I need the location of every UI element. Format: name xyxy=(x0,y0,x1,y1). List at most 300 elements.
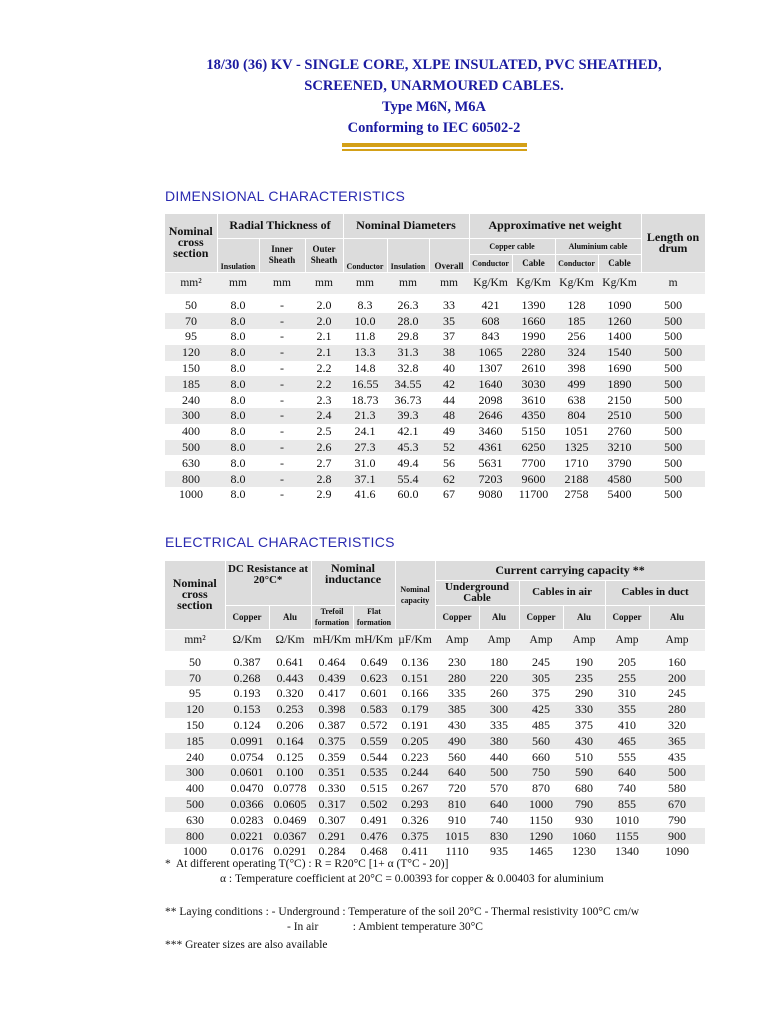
table-cell: 0.244 xyxy=(395,765,435,781)
table-cell: 1660 xyxy=(512,313,555,329)
table-cell: 0.284 xyxy=(311,844,353,860)
table-cell: 40 xyxy=(429,361,469,377)
title-line-2: SCREENED, UNARMOURED CABLES. xyxy=(304,78,564,94)
table-cell: 935 xyxy=(479,844,519,860)
table-cell: 41.6 xyxy=(343,487,387,503)
table-cell: 398 xyxy=(555,361,598,377)
table-cell: 1390 xyxy=(512,296,555,314)
table-cell: 0.464 xyxy=(311,653,353,671)
unit-cell: mm xyxy=(343,272,387,296)
table-cell: 0.351 xyxy=(311,765,353,781)
table-cell: 560 xyxy=(435,749,479,765)
table-cell: 1690 xyxy=(598,361,641,377)
table-cell: 330 xyxy=(563,702,605,718)
table-cell: 1090 xyxy=(649,844,705,860)
table-cell: 0.0366 xyxy=(225,797,269,813)
table-cell: 256 xyxy=(555,329,598,345)
table-cell: 590 xyxy=(563,765,605,781)
unit-cell: mm xyxy=(217,272,259,296)
footnote-temperature-formula: * At different operating T(°C) : R = R20°C [1+ α (T°C - 20)] xyxy=(165,858,449,870)
dimensional-table xyxy=(165,214,706,503)
table-cell: 500 xyxy=(641,345,705,361)
table-cell: 38 xyxy=(429,345,469,361)
table-cell: 9080 xyxy=(469,487,512,503)
table-cell: 18.73 xyxy=(343,392,387,408)
table-cell: 120 xyxy=(165,345,217,361)
table-cell: 500 xyxy=(641,440,705,456)
table-cell: 0.223 xyxy=(395,749,435,765)
table-cell: 804 xyxy=(555,408,598,424)
table-cell: 44 xyxy=(429,392,469,408)
table-cell: 1990 xyxy=(512,329,555,345)
table-cell: - xyxy=(259,329,305,345)
table-cell: 0.0470 xyxy=(225,781,269,797)
table-cell: 0.291 xyxy=(311,828,353,844)
table-cell: 8.0 xyxy=(217,313,259,329)
table-cell: 2.2 xyxy=(305,376,343,392)
table-cell: - xyxy=(259,471,305,487)
table-cell: 3610 xyxy=(512,392,555,408)
footnote-greater-sizes: *** Greater sizes are also available xyxy=(165,939,328,951)
table-cell: 380 xyxy=(479,733,519,749)
table-cell: 0.572 xyxy=(353,718,395,734)
table-cell: 0.164 xyxy=(269,733,311,749)
unit-cell: Ω/Km xyxy=(225,629,269,653)
table-cell: 0.468 xyxy=(353,844,395,860)
table-cell: 180 xyxy=(479,653,519,671)
table-cell: 375 xyxy=(519,686,563,702)
table-cell: 0.317 xyxy=(311,797,353,813)
table-row xyxy=(165,345,705,361)
table-cell: 0.330 xyxy=(311,781,353,797)
table-cell: 640 xyxy=(479,797,519,813)
table-cell: 185 xyxy=(555,313,598,329)
table-cell: 485 xyxy=(519,718,563,734)
header-outer-sheath: Outer Sheath xyxy=(305,238,343,272)
table-cell: 3790 xyxy=(598,455,641,471)
table-cell: 3030 xyxy=(512,376,555,392)
table-cell: 0.193 xyxy=(225,686,269,702)
table-cell: 13.3 xyxy=(343,345,387,361)
table-cell: 2.5 xyxy=(305,424,343,440)
unit-cell: m xyxy=(641,272,705,296)
table-cell: 2.2 xyxy=(305,361,343,377)
table-cell: 500 xyxy=(641,487,705,503)
table-cell: 128 xyxy=(555,296,598,314)
table-row xyxy=(165,329,705,345)
footnote-laying-conditions: ** Laying conditions : - Underground : Temperature of the soil 20°C - Thermal resistivity 100°C cm/w xyxy=(165,906,640,918)
unit-cell: mH/Km xyxy=(311,629,353,653)
table-cell: 0.0605 xyxy=(269,797,311,813)
table-cell: 324 xyxy=(555,345,598,361)
header-dc-resistance: DC Resistance at 20°C* xyxy=(225,561,311,605)
table-cell: 31.0 xyxy=(343,455,387,471)
table-row xyxy=(165,702,705,718)
footnotes xyxy=(165,857,639,953)
table-cell: 0.411 xyxy=(395,844,435,860)
table-cell: 500 xyxy=(641,408,705,424)
table-cell: 0.623 xyxy=(353,670,395,686)
table-cell: 240 xyxy=(165,392,217,408)
table-cell: 2510 xyxy=(598,408,641,424)
table-cell: 240 xyxy=(165,749,225,765)
table-cell: 335 xyxy=(435,686,479,702)
unit-cell: mm² xyxy=(165,272,217,296)
table-cell: 0.0991 xyxy=(225,733,269,749)
table-cell: 2.0 xyxy=(305,296,343,314)
table-cell: 638 xyxy=(555,392,598,408)
table-cell: 49 xyxy=(429,424,469,440)
table-cell: 5150 xyxy=(512,424,555,440)
table-cell: 10.0 xyxy=(343,313,387,329)
table-cell: 0.649 xyxy=(353,653,395,671)
table-cell: 9600 xyxy=(512,471,555,487)
table-cell: 3210 xyxy=(598,440,641,456)
table-cell: 205 xyxy=(605,653,649,671)
table-cell: 0.124 xyxy=(225,718,269,734)
table-cell: 0.559 xyxy=(353,733,395,749)
table-cell: 42 xyxy=(429,376,469,392)
table-cell: 1010 xyxy=(605,812,649,828)
table-cell: 640 xyxy=(435,765,479,781)
table-cell: 555 xyxy=(605,749,649,765)
table-cell: 0.125 xyxy=(269,749,311,765)
unit-cell: mm xyxy=(387,272,429,296)
table-row xyxy=(165,455,705,471)
unit-cell: mm² xyxy=(165,629,225,653)
table-cell: 843 xyxy=(469,329,512,345)
header-overall-diameter: Overall xyxy=(429,238,469,272)
table-cell: 37 xyxy=(429,329,469,345)
header-nominal-capacity: Nominal capacity xyxy=(395,561,435,629)
table-cell: 27.3 xyxy=(343,440,387,456)
table-cell: 499 xyxy=(555,376,598,392)
table-cell: 425 xyxy=(519,702,563,718)
table-cell: 8.0 xyxy=(217,408,259,424)
table-cell: 500 xyxy=(641,361,705,377)
table-cell: - xyxy=(259,424,305,440)
unit-cell: Kg/Km xyxy=(555,272,598,296)
table-cell: 3460 xyxy=(469,424,512,440)
table-cell: - xyxy=(259,487,305,503)
header-alu-conductor-weight: Conductor xyxy=(555,254,598,272)
dimensional-table-body xyxy=(165,296,705,503)
table-cell: 510 xyxy=(563,749,605,765)
table-cell: 300 xyxy=(165,408,217,424)
table-cell: 245 xyxy=(519,653,563,671)
table-cell: 185 xyxy=(165,733,225,749)
title-rule-bottom xyxy=(342,149,527,151)
header-air-alu: Alu xyxy=(563,605,605,629)
table-cell: 400 xyxy=(165,781,225,797)
unit-cell: mm xyxy=(259,272,305,296)
table-cell: 500 xyxy=(641,313,705,329)
table-cell: 1051 xyxy=(555,424,598,440)
table-cell: 640 xyxy=(605,765,649,781)
table-cell: 0.0778 xyxy=(269,781,311,797)
table-cell: 8.0 xyxy=(217,471,259,487)
electrical-table-body xyxy=(165,653,705,860)
table-cell: - xyxy=(259,361,305,377)
table-cell: 8.0 xyxy=(217,424,259,440)
table-cell: 36.73 xyxy=(387,392,429,408)
header-inner-sheath: Inner Sheath xyxy=(259,238,305,272)
table-cell: 1540 xyxy=(598,345,641,361)
table-cell: 2.8 xyxy=(305,471,343,487)
electrical-units-row xyxy=(165,629,705,653)
table-cell: 0.491 xyxy=(353,812,395,828)
table-cell: 1465 xyxy=(519,844,563,860)
header-flat-formation: Flat formation xyxy=(353,605,395,629)
table-cell: 1090 xyxy=(598,296,641,314)
table-row xyxy=(165,765,705,781)
table-cell: 0.320 xyxy=(269,686,311,702)
table-cell: 500 xyxy=(165,797,225,813)
table-cell: 8.0 xyxy=(217,392,259,408)
table-row xyxy=(165,718,705,734)
table-cell: 11700 xyxy=(512,487,555,503)
unit-cell: Amp xyxy=(519,629,563,653)
table-cell: 800 xyxy=(165,471,217,487)
header-nominal-cross-section: Nominal cross section xyxy=(165,561,225,629)
table-cell: 740 xyxy=(605,781,649,797)
table-cell: 2.9 xyxy=(305,487,343,503)
table-cell: 70 xyxy=(165,670,225,686)
table-cell: 2.1 xyxy=(305,345,343,361)
header-aluminium-cable: Aluminium cable xyxy=(555,238,641,254)
table-cell: 0.544 xyxy=(353,749,395,765)
header-conductor-diameter: Conductor xyxy=(343,238,387,272)
table-cell: 1710 xyxy=(555,455,598,471)
table-cell: 0.268 xyxy=(225,670,269,686)
table-row xyxy=(165,653,705,671)
header-net-weight: Approximative net weight xyxy=(469,214,641,238)
table-cell: 1340 xyxy=(605,844,649,860)
table-cell: 790 xyxy=(649,812,705,828)
table-cell: 855 xyxy=(605,797,649,813)
table-cell: 120 xyxy=(165,702,225,718)
table-cell: 70 xyxy=(165,313,217,329)
table-cell: 1290 xyxy=(519,828,563,844)
table-cell: 2758 xyxy=(555,487,598,503)
title-line-3: Type M6N, M6A xyxy=(381,99,487,115)
table-row xyxy=(165,487,705,503)
unit-cell: Amp xyxy=(563,629,605,653)
table-cell: 410 xyxy=(605,718,649,734)
header-duct-copper: Copper xyxy=(605,605,649,629)
table-cell: 8.0 xyxy=(217,455,259,471)
table-cell: 45.3 xyxy=(387,440,429,456)
table-cell: 235 xyxy=(563,670,605,686)
unit-cell: Amp xyxy=(649,629,705,653)
table-row xyxy=(165,749,705,765)
table-cell: 0.206 xyxy=(269,718,311,734)
table-cell: 300 xyxy=(479,702,519,718)
table-cell: 440 xyxy=(479,749,519,765)
table-row xyxy=(165,733,705,749)
table-cell: 2188 xyxy=(555,471,598,487)
table-cell: 2646 xyxy=(469,408,512,424)
table-cell: 0.253 xyxy=(269,702,311,718)
table-cell: 1890 xyxy=(598,376,641,392)
table-cell: 0.100 xyxy=(269,765,311,781)
table-cell: 200 xyxy=(649,670,705,686)
table-cell: 1155 xyxy=(605,828,649,844)
table-cell: 26.3 xyxy=(387,296,429,314)
table-cell: 0.0283 xyxy=(225,812,269,828)
table-cell: 0.0601 xyxy=(225,765,269,781)
table-cell: 0.153 xyxy=(225,702,269,718)
dimensional-units-row xyxy=(165,272,705,296)
table-cell: 570 xyxy=(479,781,519,797)
table-cell: - xyxy=(259,440,305,456)
table-cell: 2610 xyxy=(512,361,555,377)
table-cell: 430 xyxy=(435,718,479,734)
table-cell: - xyxy=(259,313,305,329)
table-cell: 1000 xyxy=(165,844,225,860)
table-cell: 29.8 xyxy=(387,329,429,345)
table-cell: 900 xyxy=(649,828,705,844)
footnote-in-air: - In air : Ambient temperature 30°C xyxy=(287,921,483,933)
table-cell: 0.0367 xyxy=(269,828,311,844)
header-nominal-inductance: Nominal inductance xyxy=(311,561,395,605)
table-cell: 0.476 xyxy=(353,828,395,844)
dimensional-section-title: DIMENSIONAL CHARACTERISTICS xyxy=(165,188,406,204)
title-line-4: Conforming to IEC 60502-2 xyxy=(347,120,521,136)
table-row xyxy=(165,408,705,424)
table-cell: 95 xyxy=(165,686,225,702)
table-cell: 430 xyxy=(563,733,605,749)
table-cell: 42.1 xyxy=(387,424,429,440)
header-air-copper: Copper xyxy=(519,605,563,629)
table-cell: 335 xyxy=(479,718,519,734)
header-nominal-diameters: Nominal Diameters xyxy=(343,214,469,238)
table-cell: 830 xyxy=(479,828,519,844)
header-copper-conductor-weight: Conductor xyxy=(469,254,512,272)
header-current-capacity: Current carrying capacity ** xyxy=(435,561,705,580)
table-cell: 750 xyxy=(519,765,563,781)
table-cell: 630 xyxy=(165,455,217,471)
table-cell: 465 xyxy=(605,733,649,749)
table-cell: 32.8 xyxy=(387,361,429,377)
table-row xyxy=(165,376,705,392)
table-cell: 1065 xyxy=(469,345,512,361)
table-cell: 230 xyxy=(435,653,479,671)
table-cell: 1060 xyxy=(563,828,605,844)
header-underground-copper: Copper xyxy=(435,605,479,629)
header-radial-thickness: Radial Thickness of xyxy=(217,214,343,238)
table-cell: 870 xyxy=(519,781,563,797)
table-cell: 0.439 xyxy=(311,670,353,686)
header-insulation-thickness: Insulation xyxy=(217,238,259,272)
table-cell: 0.293 xyxy=(395,797,435,813)
table-cell: 245 xyxy=(649,686,705,702)
table-cell: 560 xyxy=(519,733,563,749)
table-cell: 31.3 xyxy=(387,345,429,361)
document-title xyxy=(120,55,748,139)
title-rule-top xyxy=(342,143,527,147)
table-cell: 8.0 xyxy=(217,329,259,345)
table-cell: 580 xyxy=(649,781,705,797)
table-cell: 0.0176 xyxy=(225,844,269,860)
table-cell: 365 xyxy=(649,733,705,749)
table-cell: 2098 xyxy=(469,392,512,408)
table-cell: 2.1 xyxy=(305,329,343,345)
table-cell: 355 xyxy=(605,702,649,718)
table-cell: 1325 xyxy=(555,440,598,456)
table-cell: 33 xyxy=(429,296,469,314)
table-cell: 0.326 xyxy=(395,812,435,828)
table-cell: 5631 xyxy=(469,455,512,471)
table-cell: 740 xyxy=(479,812,519,828)
unit-cell: mm xyxy=(429,272,469,296)
table-cell: - xyxy=(259,296,305,314)
table-cell: 608 xyxy=(469,313,512,329)
table-cell: 0.0754 xyxy=(225,749,269,765)
header-copper-cable: Copper cable xyxy=(469,238,555,254)
table-cell: 0.307 xyxy=(311,812,353,828)
table-cell: 185 xyxy=(165,376,217,392)
table-cell: 930 xyxy=(563,812,605,828)
header-trefoil-formation: Trefoil formation xyxy=(311,605,353,629)
table-cell: 290 xyxy=(563,686,605,702)
table-cell: 95 xyxy=(165,329,217,345)
table-cell: 52 xyxy=(429,440,469,456)
table-row xyxy=(165,471,705,487)
table-cell: 320 xyxy=(649,718,705,734)
table-cell: 50 xyxy=(165,653,225,671)
table-cell: 5400 xyxy=(598,487,641,503)
table-cell: 500 xyxy=(165,440,217,456)
table-cell: 0.375 xyxy=(395,828,435,844)
table-cell: 39.3 xyxy=(387,408,429,424)
table-cell: 500 xyxy=(641,392,705,408)
table-row xyxy=(165,313,705,329)
table-cell: 4361 xyxy=(469,440,512,456)
table-cell: 67 xyxy=(429,487,469,503)
electrical-section-title: ELECTRICAL CHARACTERISTICS xyxy=(165,534,395,550)
table-cell: 0.0291 xyxy=(269,844,311,860)
title-line-1: 18/30 (36) KV - SINGLE CORE, XLPE INSULATED, PVC SHEATHED, xyxy=(206,57,662,73)
table-row xyxy=(165,812,705,828)
table-cell: 48 xyxy=(429,408,469,424)
table-cell: 55.4 xyxy=(387,471,429,487)
table-cell: 421 xyxy=(469,296,512,314)
table-cell: 790 xyxy=(563,797,605,813)
table-cell: 28.0 xyxy=(387,313,429,329)
table-cell: 680 xyxy=(563,781,605,797)
table-cell: 375 xyxy=(563,718,605,734)
table-cell: 670 xyxy=(649,797,705,813)
unit-cell: µF/Km xyxy=(395,629,435,653)
table-cell: 1150 xyxy=(519,812,563,828)
table-cell: 1230 xyxy=(563,844,605,860)
table-cell: 400 xyxy=(165,424,217,440)
table-cell: 11.8 xyxy=(343,329,387,345)
table-cell: 49.4 xyxy=(387,455,429,471)
table-cell: 0.417 xyxy=(311,686,353,702)
table-cell: 190 xyxy=(563,653,605,671)
table-cell: 0.387 xyxy=(225,653,269,671)
table-row xyxy=(165,670,705,686)
table-cell: 0.535 xyxy=(353,765,395,781)
header-nominal-cross-section: Nominal cross section xyxy=(165,214,217,272)
table-cell: 800 xyxy=(165,828,225,844)
table-cell: - xyxy=(259,455,305,471)
table-cell: 1307 xyxy=(469,361,512,377)
table-cell: 500 xyxy=(641,296,705,314)
table-cell: 0.267 xyxy=(395,781,435,797)
